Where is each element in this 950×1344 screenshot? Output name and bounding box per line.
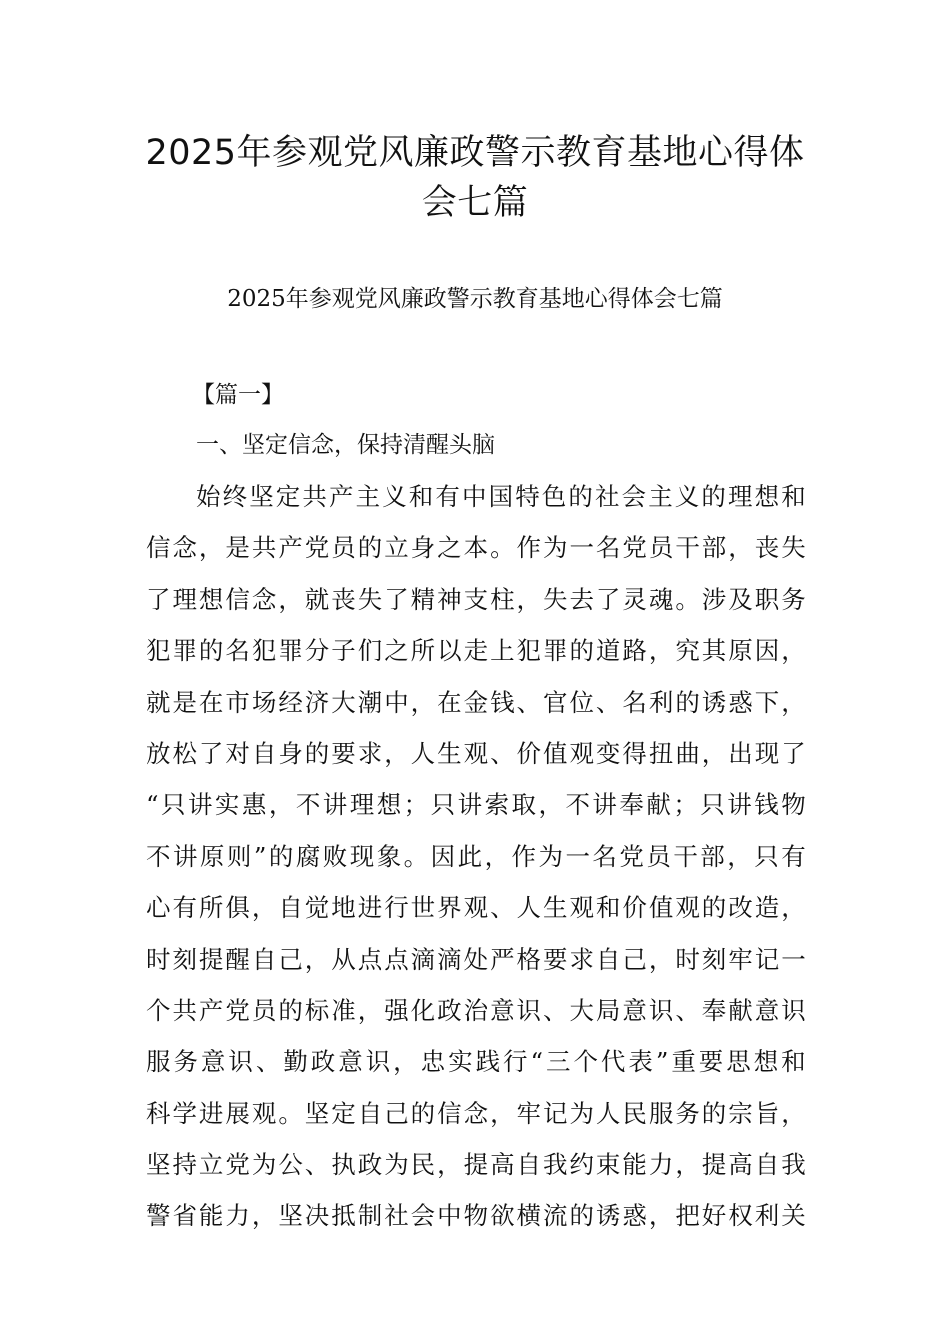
body-line: 始终坚定共产主义和有中国特色的社会主义的理想和: [196, 482, 806, 511]
body-line: 心有所俱，自觉地进行世界观、人生观和价值观的改造，: [146, 893, 806, 923]
body-line: 科学进展观。坚定自己的信念，牢记为人民服务的宗旨，: [146, 1098, 806, 1128]
body-line: 就是在市场经济大潮中，在金钱、官位、名利的诱惑下，: [146, 687, 806, 717]
document-subtitle: 2025年参观党风廉政警示教育基地心得体会七篇: [227, 286, 723, 312]
section-heading: 一、坚定信念，保持清醒头脑: [196, 432, 495, 458]
body-line: 服务意识、勤政意识，忠实践行“三个代表”重要思想和: [146, 1047, 806, 1077]
body-line: “只讲实惠，不讲理想；只讲索取，不讲奉献；只讲钱物: [146, 790, 806, 820]
body-text: [146, 480, 806, 1251]
document-title: [120, 128, 830, 228]
section-label: 【篇一】: [192, 382, 284, 408]
body-line: 个共产党员的标准，强化政治意识、大局意识、奉献意识: [146, 995, 806, 1025]
title-line-1: 2025年参观党风廉政警示教育基地心得体: [145, 133, 805, 173]
body-line: 坚持立党为公、执政为民，提高自我约束能力，提高自我: [146, 1150, 806, 1180]
body-line: 警省能力，坚决抵制社会中物欲横流的诱惑，把好权利关: [146, 1201, 806, 1231]
body-line: 放松了对自身的要求，人生观、价值观变得扭曲，出现了: [146, 738, 806, 768]
title-line-2: 会七篇: [421, 183, 529, 223]
body-line: 犯罪的名犯罪分子们之所以走上犯罪的道路，究其原因，: [146, 636, 806, 666]
body-line: 时刻提醒自己，从点点滴滴处严格要求自己，时刻牢记一: [146, 944, 806, 974]
body-line: 不讲原则”的腐败现象。因此，作为一名党员干部，只有: [146, 841, 806, 871]
body-line: 了理想信念，就丧失了精神支柱，失去了灵魂。涉及职务: [146, 584, 806, 614]
body-line: 信念，是共产党员的立身之本。作为一名党员干部，丧失: [146, 533, 806, 563]
